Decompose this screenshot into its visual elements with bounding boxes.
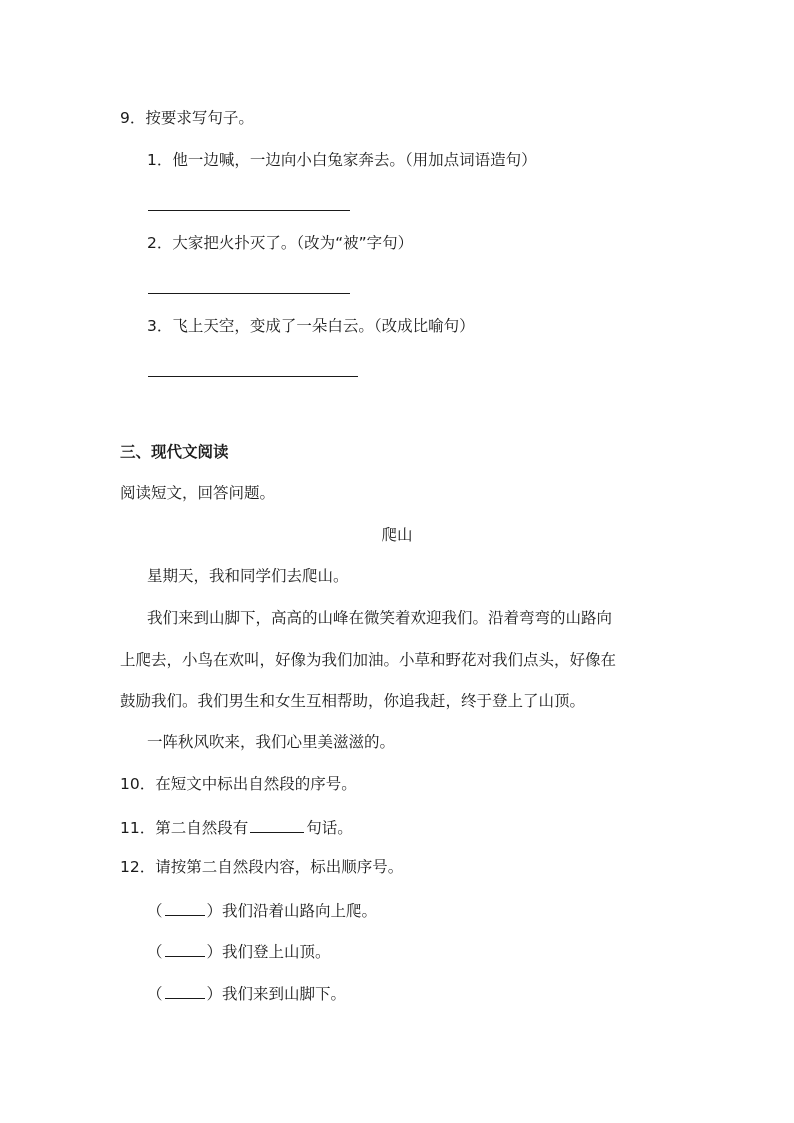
q9-answer-line-2[interactable] bbox=[148, 293, 350, 294]
q11-after: 句话。 bbox=[306, 819, 353, 837]
q12-option-3-text: 我们来到山脚下。 bbox=[222, 985, 347, 1003]
section-heading: 三、现代文阅读 bbox=[120, 443, 229, 461]
q11-blank[interactable] bbox=[250, 816, 304, 833]
q12-option-1-open: （ bbox=[147, 902, 163, 920]
passage-paragraph-2-line-3: 鼓励我们。我们男生和女生互相帮助，你追我赶，终于登上了山顶。 bbox=[120, 692, 586, 710]
section-instruction: 阅读短文，回答问题。 bbox=[120, 484, 276, 502]
q9-item-3: 3．飞上天空，变成了一朵白云。（改成比喻句） bbox=[147, 317, 475, 335]
q12-option-2 bbox=[147, 940, 331, 962]
q12-option-3-blank[interactable] bbox=[165, 982, 205, 999]
q12-option-2-open: （ bbox=[147, 943, 163, 961]
q10-text: 10．在短文中标出自然段的序号。 bbox=[120, 775, 357, 793]
q12-option-1-close: ） bbox=[206, 902, 223, 920]
passage-paragraph-2-line-1: 我们来到山脚下，高高的山峰在微笑着欢迎我们。沿着弯弯的山路向 bbox=[147, 609, 613, 627]
q12-title: 12．请按第二自然段内容，标出顺序号。 bbox=[120, 858, 404, 876]
q9-answer-line-1[interactable] bbox=[148, 210, 350, 211]
passage-paragraph-1: 星期天，我和同学们去爬山。 bbox=[147, 567, 349, 585]
q12-option-1-text: 我们沿着山路向上爬。 bbox=[222, 902, 378, 920]
q11-before: 11．第二自然段有 bbox=[120, 819, 249, 837]
q9-item-1: 1．他一边喊，一边向小白兔家奔去。（用加点词语造句） bbox=[147, 151, 537, 169]
q12-option-3-open: （ bbox=[147, 985, 163, 1003]
q12-option-1-blank[interactable] bbox=[165, 899, 205, 916]
q12-option-3-close: ） bbox=[206, 985, 223, 1003]
q9-answer-line-3[interactable] bbox=[148, 376, 358, 377]
q12-option-2-close: ） bbox=[206, 943, 223, 961]
passage-paragraph-2-line-2: 上爬去，小鸟在欢叫，好像为我们加油。小草和野花对我们点头，好像在 bbox=[120, 651, 617, 669]
q12-option-2-blank[interactable] bbox=[165, 940, 205, 957]
q12-option-1 bbox=[147, 899, 377, 921]
q11-line bbox=[120, 816, 353, 838]
passage-title: 爬山 bbox=[381, 526, 413, 544]
q9-title: 9．按要求写句子。 bbox=[120, 109, 254, 127]
passage-paragraph-3: 一阵秋风吹来，我们心里美滋滋的。 bbox=[147, 733, 396, 751]
q12-option-2-text: 我们登上山顶。 bbox=[222, 943, 331, 961]
q9-item-2: 2．大家把火扑灭了。（改为“被”字句） bbox=[147, 234, 414, 252]
q12-option-3 bbox=[147, 982, 346, 1004]
